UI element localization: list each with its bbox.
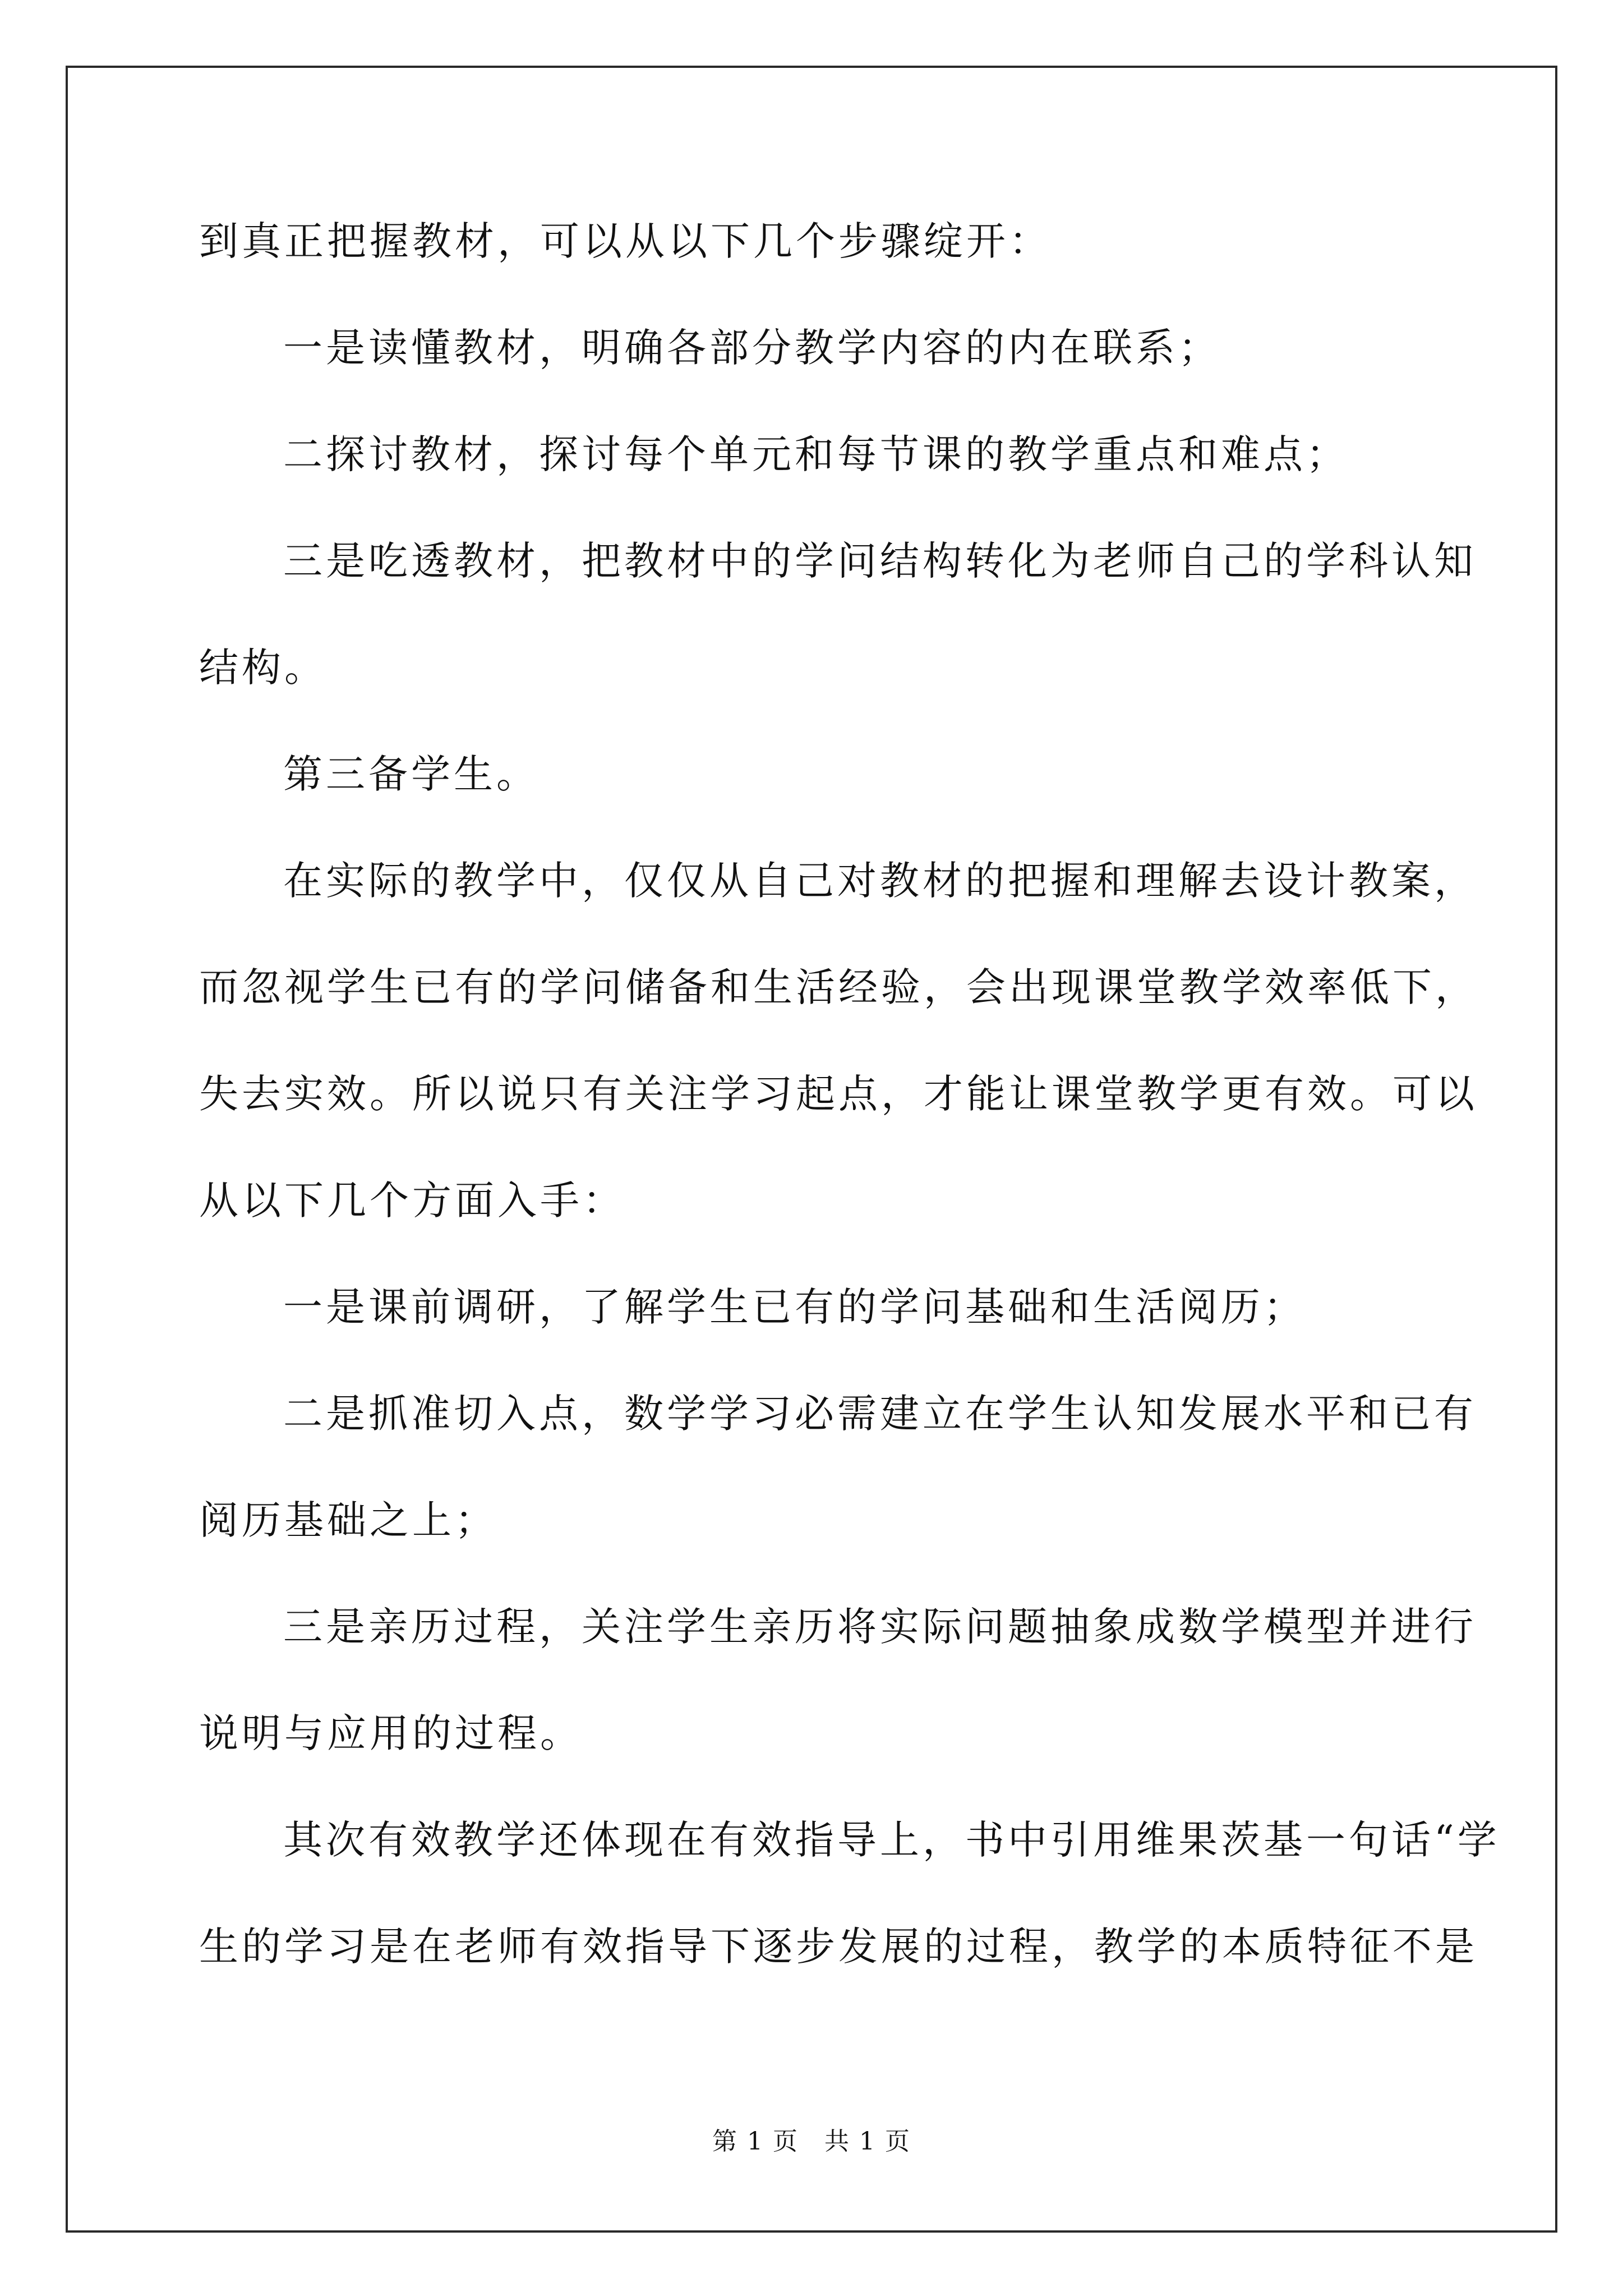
text-line-7: 在实际的教学中，仅仅从自己对教材的把握和理解去设计教案， bbox=[283, 858, 1477, 904]
text-line-16: 其次有效教学还体现在有效指导上，书中引用维果茨基一句话“学 bbox=[283, 1817, 1500, 1863]
text-line-1: 到真正把握教材，可以从以下几个步骤绽开： bbox=[199, 218, 1052, 264]
text-line-11: 一是课前调研，了解学生已有的学问基础和生活阅历； bbox=[283, 1284, 1306, 1330]
text-line-15: 说明与应用的过程。 bbox=[199, 1710, 583, 1756]
text-line-14: 三是亲历过程，关注学生亲历将实际问题抽象成数学模型并进行 bbox=[283, 1604, 1477, 1650]
text-line-13: 阅历基础之上； bbox=[199, 1497, 497, 1543]
text-line-3: 二探讨教材，探讨每个单元和每节课的教学重点和难点； bbox=[283, 431, 1349, 477]
text-line-17: 生的学习是在老师有效指导下逐步发展的过程，教学的本质特征不是 bbox=[199, 1924, 1478, 1970]
text-line-6: 第三备学生。 bbox=[283, 751, 539, 797]
text-line-2: 一是读懂教材，明确各部分教学内容的内在联系； bbox=[283, 325, 1221, 371]
text-line-4: 三是吃透教材，把教材中的学问结构转化为老师自己的学科认知 bbox=[283, 538, 1477, 584]
text-line-5: 结构。 bbox=[199, 645, 327, 691]
text-line-9: 失去实效。所以说只有关注学习起点，才能让课堂教学更有效。可以 bbox=[199, 1071, 1478, 1117]
text-line-8: 而忽视学生已有的学问储备和生活经验，会出现课堂教学效率低下， bbox=[199, 964, 1478, 1010]
text-line-10: 从以下几个方面入手： bbox=[199, 1177, 625, 1223]
page-border bbox=[66, 66, 1557, 2233]
page-number-footer: 第 1 页 共 1 页 bbox=[712, 2127, 911, 2156]
text-line-12: 二是抓准切入点，数学学习必需建立在学生认知发展水平和已有 bbox=[283, 1391, 1477, 1437]
